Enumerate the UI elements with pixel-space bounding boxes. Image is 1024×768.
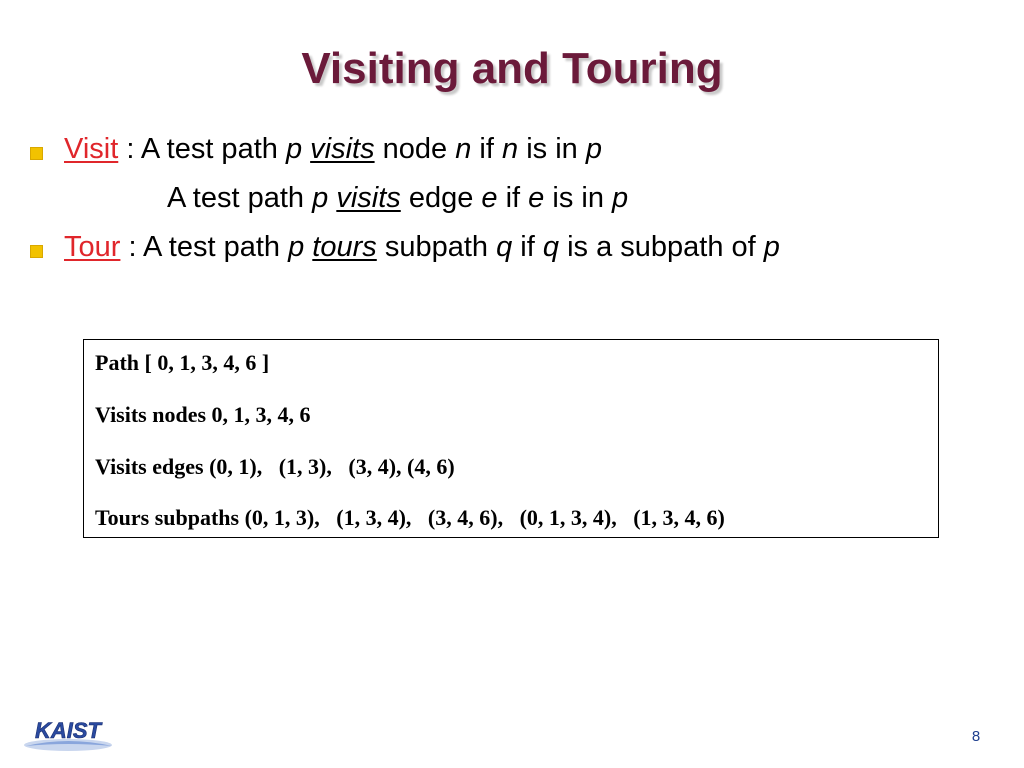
bullet-marker-visit (30, 147, 43, 160)
visit-edge-lead: A test path (167, 182, 313, 214)
var-e: e (528, 182, 545, 214)
var-p: p (763, 231, 780, 263)
var-p: p (612, 182, 629, 214)
visit-text-is-in: is in (544, 182, 612, 214)
visit-text-edge: edge (400, 182, 482, 214)
example-path: Path [ 0, 1, 3, 4, 6 ] (95, 350, 270, 375)
visit-text-sep: : A test path (118, 133, 286, 165)
visit-term: Visit (64, 133, 119, 165)
visit-text-is-in: is in (518, 133, 586, 165)
tour-text-is-subpath: is a subpath of (559, 231, 764, 263)
var-p: p (585, 133, 602, 165)
var-p: p (288, 231, 305, 263)
visit-text-if: if (471, 133, 502, 165)
example-visited-edges: Visits edges (0, 1), (1, 3), (3, 4), (4, 6) (95, 454, 455, 479)
tour-text-if: if (512, 231, 543, 263)
page-number: 8 (971, 728, 981, 745)
kaist-logo (20, 712, 116, 754)
var-p: p (312, 182, 329, 214)
verb-tours: tours (312, 231, 377, 263)
tour-text-subpath: subpath (376, 231, 497, 263)
var-q: q (496, 231, 513, 263)
slide-title: Visiting and Touring (301, 44, 723, 93)
var-e: e (481, 182, 498, 214)
visit-definition-edge (167, 181, 628, 215)
var-n: n (502, 133, 519, 165)
tour-definition (64, 230, 780, 264)
tour-text-sep: : A test path (120, 231, 289, 263)
example-visited-nodes: Visits nodes 0, 1, 3, 4, 6 (95, 402, 311, 427)
var-p: p (285, 133, 303, 165)
logo-text: KAIST (35, 718, 101, 743)
verb-visits: visits (310, 133, 375, 165)
verb-visits: visits (336, 182, 401, 214)
var-n: n (455, 133, 472, 165)
visit-text-node: node (374, 133, 456, 165)
bullet-marker-tour (30, 245, 43, 258)
visit-definition-node (64, 132, 602, 166)
visit-text-if: if (497, 182, 529, 214)
tour-term: Tour (64, 231, 121, 263)
example-box (83, 339, 939, 538)
var-q: q (542, 231, 560, 263)
example-toured-subpaths: Tours subpaths (0, 1, 3), (1, 3, 4), (3, 4, 6), (0, 1, 3, 4), (1, 3, 4, 6) (95, 505, 725, 530)
